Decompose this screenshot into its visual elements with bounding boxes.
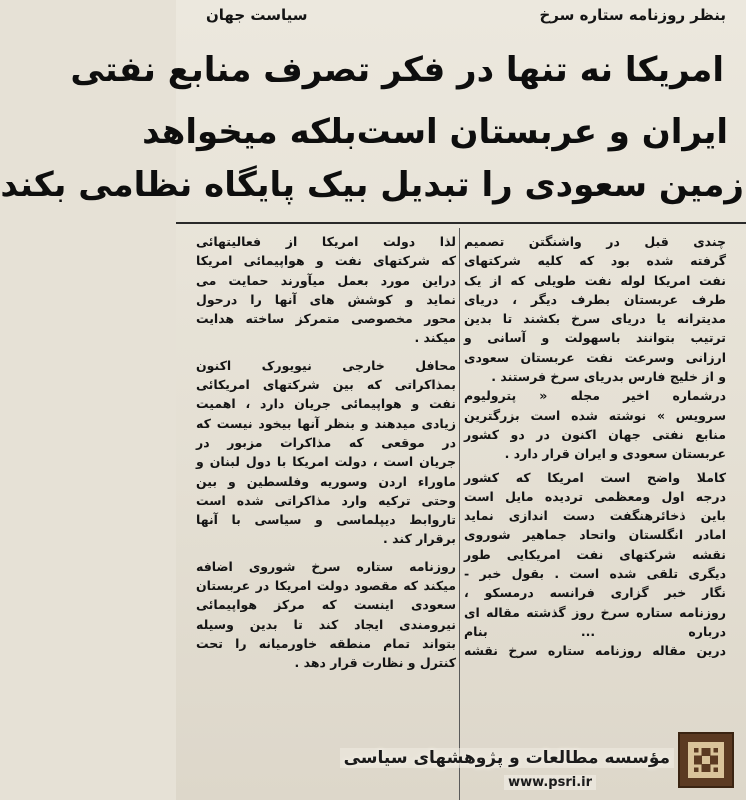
text-line: نقشه شرکتهای نفت امریکایی طور <box>464 546 726 562</box>
text-line: نیرومندی ایجاد کند تا بدین وسیله <box>196 616 456 632</box>
headline-line-2b: بلکه میخواهد <box>142 112 357 152</box>
text-line: روزنامه ستاره سرخ شوروی اضافه <box>196 558 456 574</box>
text-line: لذا دولت امریکا از فعالیتهائی <box>196 234 456 249</box>
text-line: برقرار کند . <box>383 531 456 547</box>
text-line: بمذاکراتی که بین شرکتهای امریکائی <box>196 377 456 393</box>
text-line: بتواند تمام منطقه خاورمیانه را تحت <box>196 635 456 651</box>
left-paragraph-2 <box>196 356 456 549</box>
text-line: جریان است ، دولت امریکا با دول لبنان و <box>196 454 456 470</box>
headline-line-1: امریکا نه تنها در فکر تصرف منابع نفتی <box>70 50 724 90</box>
text-line: درشماره اخیر مجله « پترولیوم <box>464 388 726 404</box>
text-line: گرفته شده بود که کلیه شرکتهای <box>464 253 726 269</box>
section-label: سیاست جهان <box>206 6 308 24</box>
text-line: دیگری تلقی شده است . بقول خبر - <box>464 566 726 582</box>
text-line: مدیترانه یا دریای سرخ بکشند تا بدین <box>464 311 726 327</box>
text-line: محافل خارجی نیویورک اکنون <box>196 357 456 373</box>
text-line: کاملا واضح است امریکا که کشور <box>464 469 726 485</box>
column-divider <box>459 228 460 800</box>
paragraph-gap <box>196 549 456 557</box>
text-line: میکند که مقصود دولت امریکا در عربستان <box>196 578 456 594</box>
knot-pattern-icon <box>680 734 732 786</box>
text-line: درین مقاله روزنامه ستاره سرخ نقشه <box>464 643 726 659</box>
text-line: درباره ... بنام <box>464 623 726 639</box>
text-line: چندی قبل در واشنگتن تصمیم <box>464 234 726 249</box>
text-line: زیادی میدهند و بنظر آنها بیخود نیست که <box>196 415 456 431</box>
institute-url[interactable]: www.psri.ir <box>504 775 596 790</box>
text-line: دراین مورد بعمل میآورند حمایت می <box>196 272 456 288</box>
text-line: در موقعی که مذاکرات مزبور در <box>196 434 456 450</box>
right-paragraph-2 <box>464 468 726 661</box>
text-line: درجه اول ومعظمی ترديده مایل است <box>464 488 726 504</box>
paragraph-gap <box>196 348 456 356</box>
institute-watermark <box>343 730 746 800</box>
left-paragraph-3 <box>196 557 456 673</box>
text-line: نماید و کوشش های آنها را درحول <box>196 291 456 307</box>
text-line: که شرکتهای نفت و هواپیمائی امریکا <box>196 253 456 269</box>
headline-rule <box>176 222 746 224</box>
text-line: و از خلیج فارس بدریای سرخ فرستند . <box>491 369 726 385</box>
text-line: امادر انگلستان واتحاد جماهیر شوروی <box>464 527 726 543</box>
article-column-left <box>196 232 456 673</box>
text-line: تاروابط دیپلماسی و سیاسی با آنها <box>196 512 456 528</box>
text-line: روزنامه ستاره سرخ روز گذشته مقاله ای <box>464 604 726 620</box>
text-line: منابع نفتی جهان اکنون در دو کشور <box>464 426 726 442</box>
text-line: سرویس » نوشته شده است بزرگترین <box>464 407 726 423</box>
institute-name: مؤسسه مطالعات و پژوهشهای سیاسی <box>340 748 674 768</box>
text-line: سعودی اینست که مرکز هواپیمائی <box>196 597 456 613</box>
article-column-right <box>464 232 726 661</box>
text-line: محور مخصوصی متمرکز ساخته هدایت <box>196 311 456 327</box>
headline-line-2a: ایران و عربستان است <box>356 112 728 152</box>
text-line: باین ذخائرهنگفت دست اندازی نماید <box>464 508 726 524</box>
text-line: عربستان سعودی و ایران قرار دارد . <box>504 446 726 462</box>
header-row <box>206 2 726 28</box>
text-line: نفت و هواپیمائی جریان دارد ، اهمیت <box>196 396 456 412</box>
right-paragraph-1 <box>464 232 726 464</box>
text-line: کنترل و نظارت قرار دهد . <box>294 655 456 671</box>
text-line: نفت امریکا لوله نفت طویلی که از یک <box>464 272 726 288</box>
source-label: بنظر روزنامه ستاره سرخ <box>539 6 726 24</box>
text-line: نگار خبر گزاری فرانسه درمسکو ، <box>464 585 726 601</box>
text-line: ارزانی وسرعت نفت عربستان سعودی <box>464 349 726 365</box>
left-paragraph-1 <box>196 232 456 348</box>
text-line: طرف عربستان بطرف دیگر ، دریای <box>464 291 726 307</box>
text-line: وحتی ترکیه وارد مذاکراتی شده است <box>196 492 456 508</box>
institute-logo-icon <box>678 732 734 788</box>
headline-line-2 <box>142 112 728 152</box>
text-line: ترتیب بتوانند باسهولت و آسانی و <box>464 330 726 346</box>
headline-line-3: زمین سعودی را تبدیل بیک پایگاه نظامی بکند <box>0 165 744 205</box>
text-line: ماوراء اردن وسوریه وفلسطین و بین <box>196 473 456 489</box>
text-line: میکند . <box>414 330 456 346</box>
